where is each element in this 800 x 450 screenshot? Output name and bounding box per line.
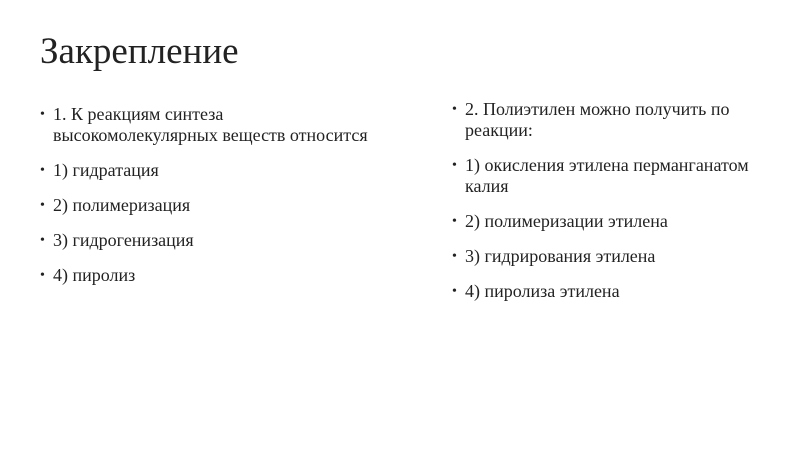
list-item-text: 2) полимеризации этилена: [465, 211, 668, 231]
list-item-text: 1) гидратация: [53, 160, 159, 180]
bullet-icon: •: [40, 198, 45, 213]
bullet-icon: •: [40, 107, 45, 122]
list-item-option: [40, 265, 370, 286]
list-item-option: [452, 155, 782, 197]
bullet-icon: •: [452, 249, 457, 264]
list-item-text: 4) пиролиз: [53, 265, 136, 285]
list-item-text: 4) пиролиза этилена: [465, 281, 620, 301]
list-item-text: 3) гидрогенизация: [53, 230, 194, 250]
bullet-icon: •: [452, 102, 457, 117]
right-question-list: [452, 99, 782, 316]
list-item-option: [452, 211, 782, 232]
list-item-text: 2. Полиэтилен можно получить по реакции:: [465, 99, 730, 140]
bullet-icon: •: [40, 268, 45, 283]
list-item-question: [452, 99, 782, 141]
left-question-list: [40, 104, 370, 300]
list-item-option: [452, 246, 782, 267]
bullet-icon: •: [40, 233, 45, 248]
bullet-icon: •: [452, 158, 457, 173]
bullet-icon: •: [452, 214, 457, 229]
bullet-icon: •: [452, 284, 457, 299]
list-item-option: [452, 281, 782, 302]
list-item-option: [40, 230, 370, 251]
list-item-text: 3) гидрирования этилена: [465, 246, 656, 266]
bullet-icon: •: [40, 163, 45, 178]
list-item-text: 1) окисления этилена перманганатом калия: [465, 155, 749, 196]
list-item-option: [40, 195, 370, 216]
list-item-option: [40, 160, 370, 181]
slide-title: Закрепление: [40, 31, 239, 72]
list-item-text: 2) полимеризация: [53, 195, 191, 215]
list-item-question: [40, 104, 370, 146]
list-item-text: 1. К реакциям синтеза высокомолекулярных веществ относится: [53, 104, 368, 145]
